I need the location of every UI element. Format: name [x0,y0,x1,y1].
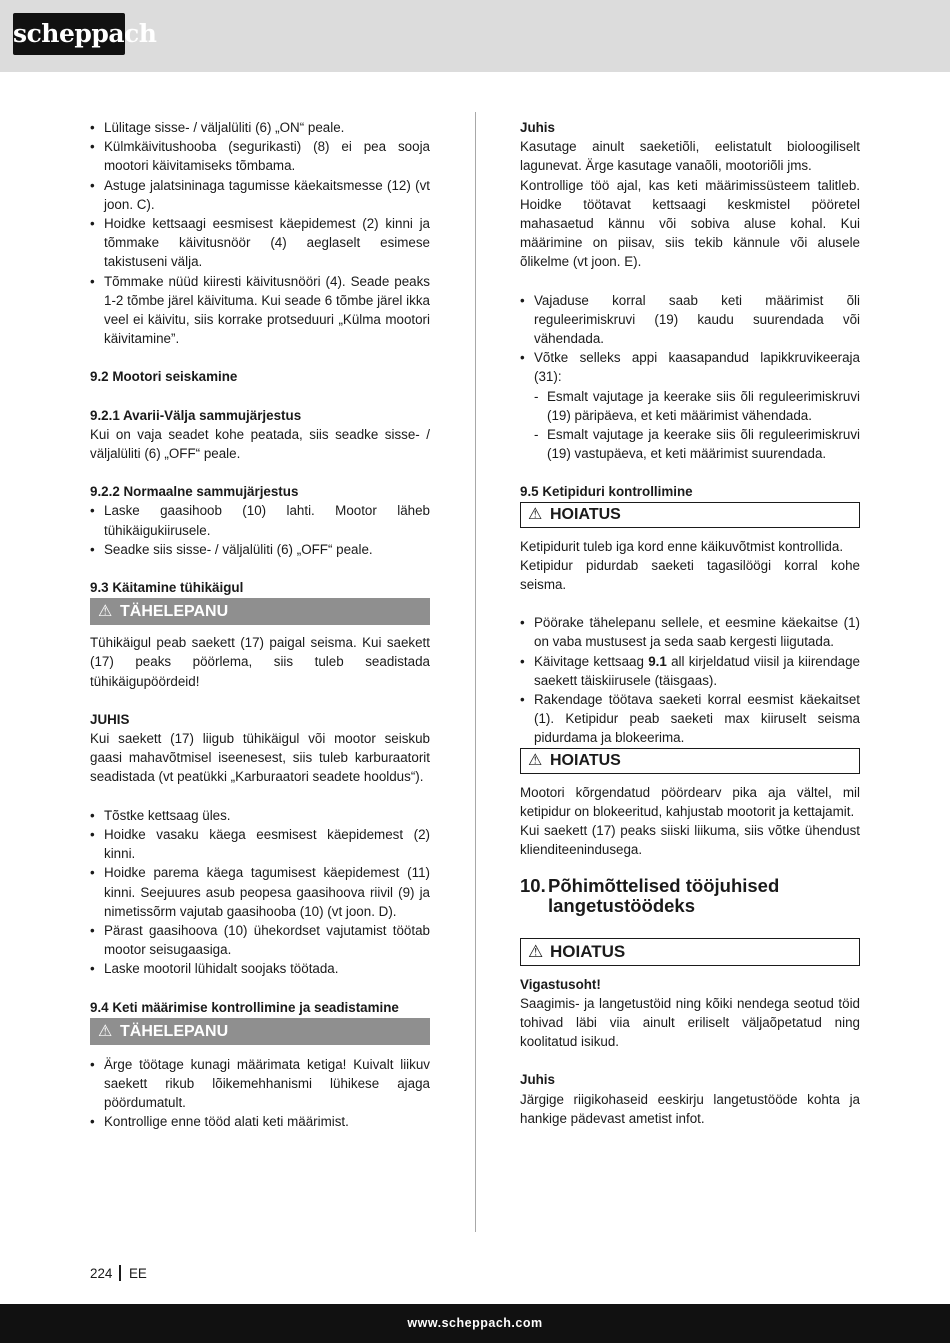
attention-label: TÄHELEPANU [120,1022,229,1040]
attention-banner [90,598,430,625]
column-divider [475,112,476,1232]
warning-label: HOIATUS [550,941,626,961]
list-item [520,652,860,690]
list-item: • Tõmmake nüüd kiiresti käivitusnööri (4). Seade peaks 1-2 tõmbe järel käivituma. Kui seade 6 tõmbe järel ikka veel ei käivitu, siis korrake protseduuri „Külma mootori käivitamine”. [90,272,430,349]
website-url: www.scheppach.com [407,1316,543,1330]
list-item-text: Käivitage kettsaag [534,653,649,669]
attention-label: TÄHELEPANU [120,603,229,621]
warning-triangle-icon: ⚠ [528,505,543,523]
danger-heading: Vigastusoht! [520,976,601,992]
language-code: EE [129,1266,147,1281]
left-column [90,118,430,1132]
warning-triangle-icon: ⚠ [98,603,113,621]
paragraph: Järgige riigikohaseid eeskirju langetustööde kohta ja hankige pädevast ametist infot. [520,1091,860,1126]
chapter-heading [520,876,860,916]
brand-logo: scheppach [13,13,125,55]
paragraph: Kontrollige töö ajal, kas keti määrimissüsteem talitleb. Hoidke töötavat kettsaagi keskmistel pööretel mahasaetud kännu või sobiva aluse kohal. Kui määrimine on piisav, siis tekib kännule või alusele õlikelme (vt joon. E). [520,177,860,270]
warning-triangle-icon: ⚠ [528,751,543,769]
paragraph: Saagimis- ja langetustöid ning kõiki nendega seotud töid tohivad läbi viia ainult eriliselt väljaõpetatud ning koolitatud isikud. [520,995,860,1050]
warning-label: HOIATUS [550,505,621,523]
section-heading-9-2-2: 9.2.2 Normaalne sammujärjestus [90,484,299,500]
footer-separator [119,1265,121,1281]
paragraph: Kui saekett (17) liigub tühikäigul või mootor seiskub gaasi mahavõtmisel iseenesest, siis tuleb karburaatorit seadistada (vt peatükki „Karburaatori seadete hooldus“). [90,731,430,785]
warning-banner [520,938,860,966]
warning-banner [520,748,860,774]
warning-label: HOIATUS [550,751,621,769]
paragraph: Tühikäigul peab saekett (17) paigal seisma. Kui saekett (17) peaks pöörlema, siis tuleb seadistada tühikäigupöördeid! [90,635,430,689]
paragraph: Kasutage ainult saeketiõli, eelistatult bioloogiliselt lagunevat. Ärge kasutage vanaõli, mootoriõli jms. [520,139,860,174]
list-item-text: all kirjeldatud viisil ja kiirendage saekett täiskiirusele (täisgaas). [534,653,860,688]
list-item: • Pöörake tähelepanu sellele, et eesmine käekaitse (1) on vaba mustusest ja seda saab kergesti liigutada. [520,613,860,651]
list-subitem: - Esmalt vajutage ja keerake siis õli reguleerimiskruvi (19) päripäeva, et keti määrimist vähendada. [520,387,860,425]
start-bullets [90,118,430,348]
page-number: 224 [90,1266,113,1281]
warning-banner [520,502,860,528]
list-item: • Laske gaasihoob (10) lahti. Mootor läheb tühikäigukiirusele. [90,501,430,539]
list-item: • Külmkäivitushooba (segurikasti) (8) ei pea sooja mootori käivitamiseks tõmbama. [90,137,430,175]
list-item: • Vajaduse korral saab keti määrimist õli reguleerimiskruvi (19) kaudu suurendada või vähendada. [520,291,860,349]
section-heading-9-2-1: 9.2.1 Avarii-Välja sammujärjestus [90,407,302,423]
list-item: • Laske mootoril lühidalt soojaks töötada. [90,959,430,978]
paragraph: Ketipidur pidurdab saeketi tagasilöögi korral kohe seisma. [520,557,860,593]
section-reference: 9.1 [648,653,667,669]
list-subitem: - Esmalt vajutage ja keerake siis õli reguleerimiskruvi (19) vastupäeva, et keti määrimist suurendada. [520,425,860,463]
right-column [520,118,860,1128]
paragraph: Ketipidurit tuleb iga kord enne käikuvõtmist kontrollida. [520,538,844,554]
warning-triangle-icon: ⚠ [528,941,544,961]
juhis-heading: Juhis [520,1072,555,1088]
juhis-heading: JUHIS [90,711,130,727]
chapter-number: 10. [520,874,546,896]
list-item: • Rakendage töötava saeketi korral eesmist käekaitset (1). Ketipidur peab saeketi max kiiruselt seisma pidurdama ja blokeerima. [520,690,860,748]
list-item: • Astuge jalatsininaga tagumisse käekaitsmesse (12) (vt joon. C). [90,176,430,214]
paragraph: Kui on vaja seadet kohe peatada, siis seadke sisse- / väljalüliti (6) „OFF“ peale. [90,426,430,462]
section-heading-9-4: 9.4 Keti määrimise kontrollimine ja seadistamine [90,999,399,1015]
list-item: • Kontrollige enne tööd alati keti määrimist. [90,1112,430,1131]
list-item: • Lülitage sisse- / väljalüliti (6) „ON“ peale. [90,118,430,137]
section-heading-9-2: 9.2 Mootori seiskamine [90,369,238,385]
list-item: • Seadke siis sisse- / väljalüliti (6) „OFF“ peale. [90,540,430,559]
list-item: • Tõstke kettsaag üles. [90,806,430,825]
attention-banner [90,1018,430,1045]
list-item: • Võtke selleks appi kaasapandud lapikkruvikeeraja (31): [520,348,860,386]
chapter-title: Põhimõttelised tööjuhised langetustöödeks [548,874,780,916]
warning-triangle-icon: ⚠ [98,1022,113,1040]
list-item: • Hoidke kettsaagi eesmisest käepidemest (2) kinni ja tõmmake käivitusnöör (4) aeglaselt esimese takistuseni välja. [90,214,430,272]
list-item: • Pärast gaasihoova (10) ühekordset vajutamist töötab mootor seisugaasiga. [90,921,430,959]
section-heading-9-3: 9.3 Käitamine tühikäigul [90,580,244,596]
list-item: • Hoidke vasaku käega eesmisest käepidemest (2) kinni. [90,825,430,863]
list-item: • Ärge töötage kunagi määrimata ketiga! Kuivalt liikuv saekett rikub lõikemehhanismi lühikese ajaga pöördumatult. [90,1055,430,1113]
paragraph: Mootori kõrgendatud pöördearv pika aja vältel, mil ketipidur on blokeeritud, kahjustab mootorit ja kettajamit. [520,784,860,819]
section-heading-9-5: 9.5 Ketipiduri kontrollimine [520,484,693,500]
paragraph: Kui saekett (17) peaks siiski liikuma, siis võtke ühendust klienditeenindusega. [520,823,860,858]
juhis-heading: Juhis [520,120,555,135]
list-item: • Hoidke parema käega tagumisest käepidemest (11) kinni. Seejuures asub peopesa gaasihoova riivil (9) ja nimetissõrm vajutab gaasihooba (10) (vt joon. D). [90,863,430,921]
